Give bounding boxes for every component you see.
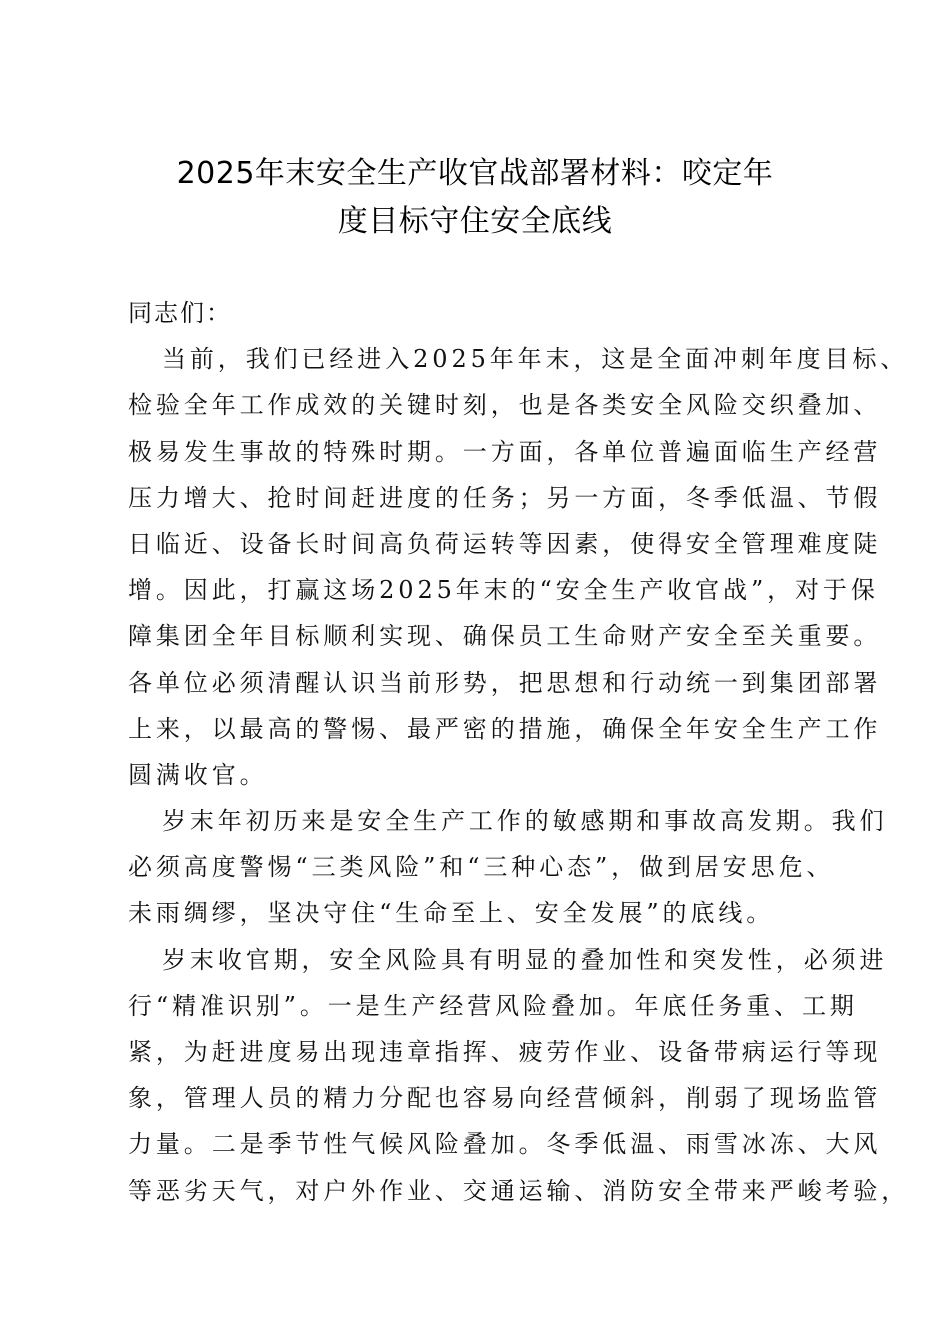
paragraph-line: 未雨绸缪，坚决守住“生命至上、安全发展”的底线。 [128, 899, 775, 928]
title-line-1: 2025年末安全生产收官战部署材料：咬定年 [176, 156, 774, 191]
paragraph-3 [128, 937, 910, 1214]
paragraph-2 [128, 798, 888, 937]
paragraph-line: 日临近、设备长时间高负荷运转等因素，使得安全管理难度陡 [128, 529, 882, 558]
paragraph-line: 极易发生事故的特殊时期。一方面，各单位普遍面临生产经营 [128, 437, 882, 466]
paragraph-line: 当前，我们已经进入2025年年末，这是全面冲刺年度目标、 [162, 345, 909, 374]
paragraph-line: 岁末年初历来是安全生产工作的敏感期和事故高发期。我们 [162, 807, 888, 836]
paragraph-line: 检验全年工作成效的关键时刻，也是各类安全风险交织叠加、 [128, 391, 882, 420]
document-title [128, 150, 822, 246]
paragraph-line: 行“精准识别”。一是生产经营风险叠加。年底任务重、工期 [128, 991, 858, 1020]
paragraph-line: 增。因此，打赢这场2025年末的“安全生产收官战”，对于保 [128, 576, 879, 605]
salutation: 同志们： [128, 299, 232, 327]
paragraph-line: 障集团全年目标顺利实现、确保员工生命财产安全至关重要。 [128, 622, 882, 651]
paragraph-1 [128, 336, 909, 798]
paragraph-line: 必须高度警惕“三类风险”和“三种心态”，做到居安思危、 [128, 853, 835, 882]
paragraph-line: 各单位必须清醒认识当前形势，把思想和行动统一到集团部署 [128, 668, 882, 697]
paragraph-line: 压力增大、抢时间赶进度的任务；另一方面，冬季低温、节假 [128, 483, 882, 512]
paragraph-line: 紧，为赶进度易出现违章指挥、疲劳作业、设备带病运行等现 [128, 1038, 882, 1066]
paragraph-line: 岁末收官期，安全风险具有明显的叠加性和突发性，必须进 [162, 945, 888, 974]
document-body [128, 290, 910, 1214]
paragraph-line: 力量。二是季节性气候风险叠加。冬季低温、雨雪冰冻、大风 [128, 1130, 882, 1159]
paragraph-line: 上来，以最高的警惕、最严密的措施，确保全年安全生产工作 [128, 714, 882, 743]
paragraph-line: 圆满收官。 [128, 760, 268, 789]
paragraph-line: 等恶劣天气，对户外作业、交通运输、消防安全带来严峻考验， [128, 1176, 910, 1205]
title-line-2: 度目标守住安全底线 [337, 204, 613, 239]
paragraph-line: 象，管理人员的精力分配也容易向经营倾斜，削弱了现场监管 [128, 1084, 882, 1113]
